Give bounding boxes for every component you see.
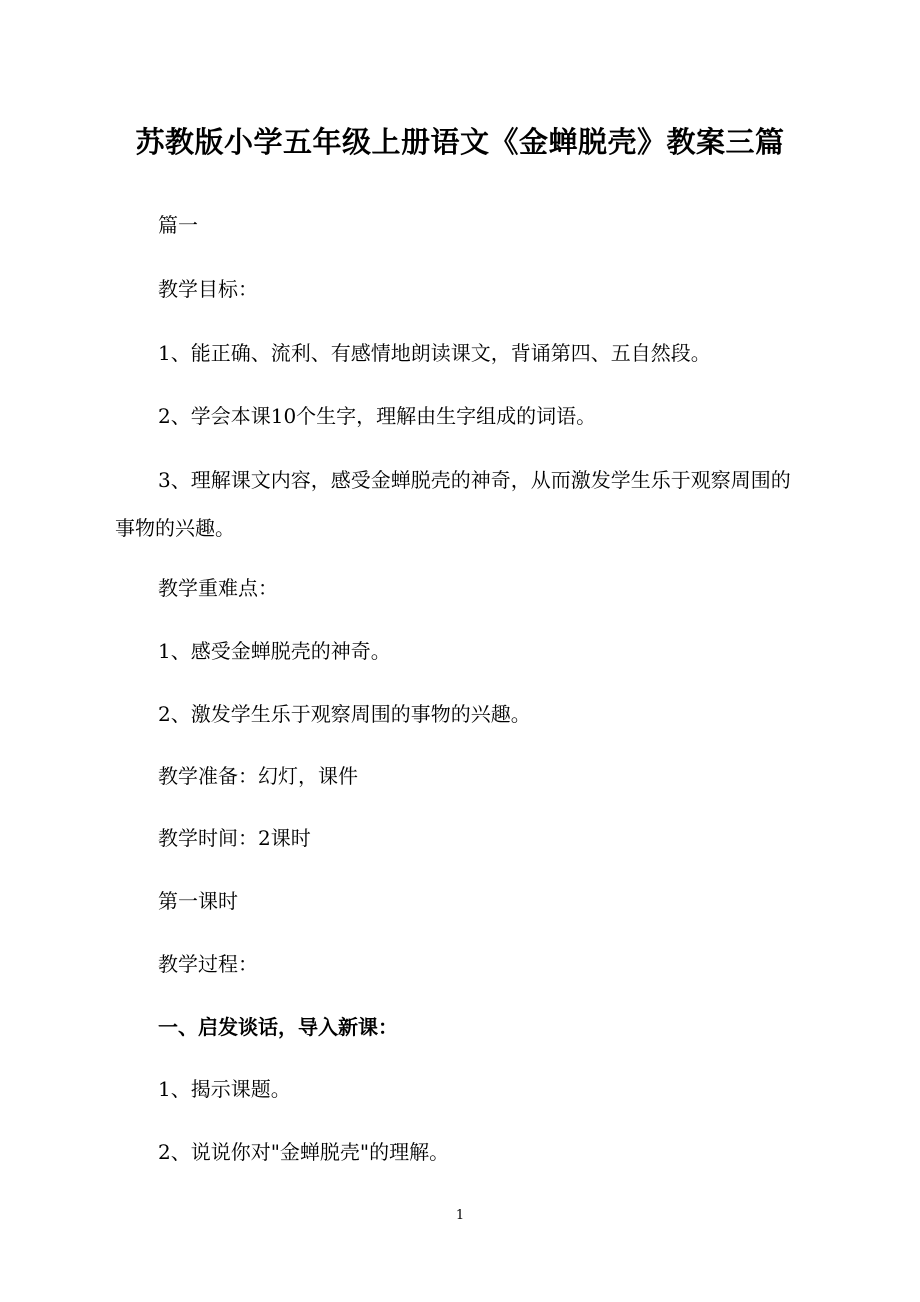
paragraph-first-lesson: 第一课时 — [158, 889, 238, 913]
paragraph-process-heading: 教学过程： — [158, 952, 258, 976]
paragraph-key-point-2: 2、激发学生乐于观察周围的事物的兴趣。 — [158, 702, 531, 726]
paragraph-step-1-item-2: 2、说说你对"金蝉脱壳"的理解。 — [158, 1140, 450, 1164]
paragraph-step-1-item-1: 1、揭示课题。 — [158, 1077, 291, 1101]
paragraph-objective-1: 1、能正确、流利、有感情地朗读课文，背诵第四、五自然段。 — [158, 341, 711, 365]
paragraph-objectives-heading: 教学目标： — [158, 277, 258, 301]
paragraph-objective-3: 3、理解课文内容，感受金蝉脱壳的神奇，从而激发学生乐于观察周围的事物的兴趣。 — [115, 468, 791, 540]
paragraph-key-point-1: 1、感受金蝉脱壳的神奇。 — [158, 639, 391, 663]
paragraph-step-1-heading: 一、启发谈话，导入新课： — [158, 1015, 398, 1039]
paragraph-section-label: 篇一 — [158, 213, 198, 237]
paragraph-key-points-heading: 教学重难点： — [158, 576, 278, 600]
document-title: 苏教版小学五年级上册语文《金蝉脱壳》教案三篇 — [135, 125, 785, 159]
paragraph-preparation: 教学准备：幻灯，课件 — [158, 764, 358, 788]
page-number: 1 — [455, 1208, 465, 1223]
paragraph-duration: 教学时间：2课时 — [158, 826, 311, 850]
paragraph-objective-2: 2、学会本课10个生字，理解由生字组成的词语。 — [158, 404, 597, 428]
